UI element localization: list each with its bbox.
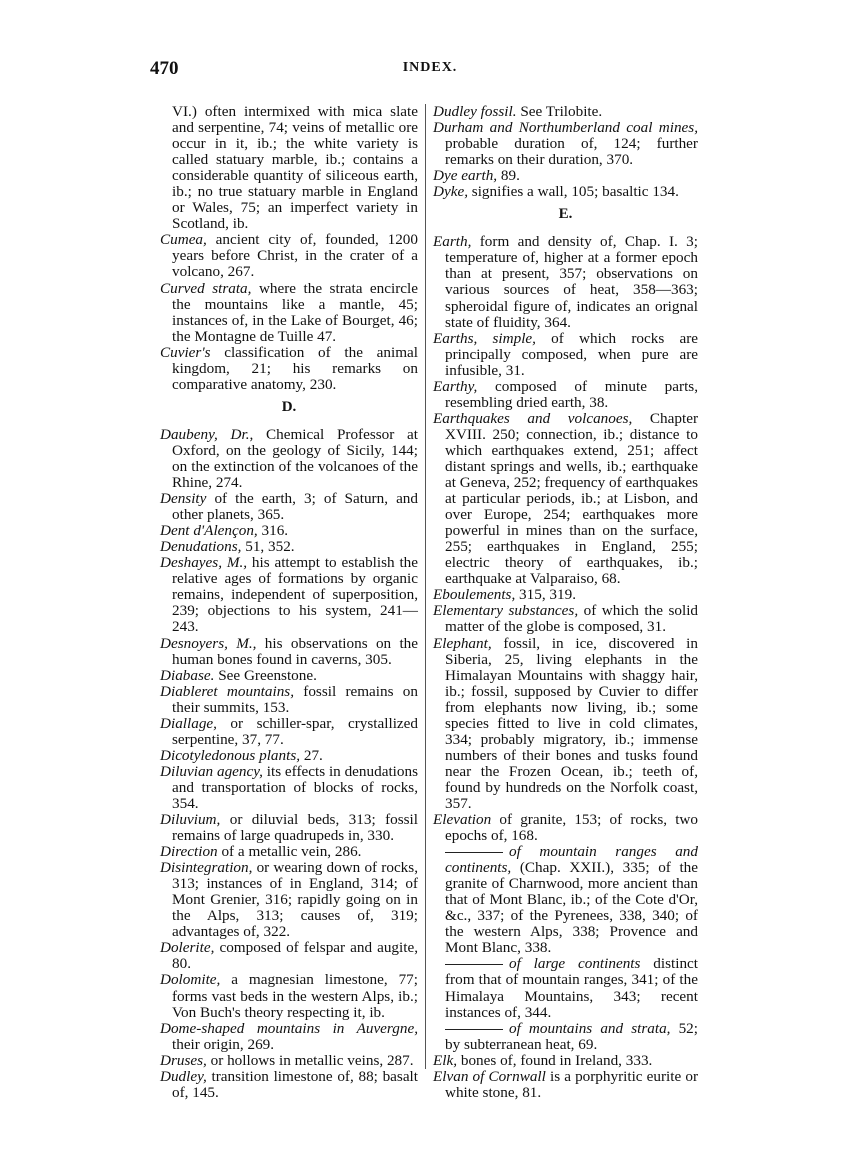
index-term: Deshayes, M., xyxy=(160,554,248,572)
index-text: 51, 352. xyxy=(241,538,295,556)
index-text: (Chap. XXII.), 335; of the granite of Charnwood, more ancient than that of Mont Blanc, ib.; of the Cote d'Or, &c., 337; of the Pyrenees, 338, 340; of the western Alps, 338; Provence and Mont Blanc, 338. xyxy=(445,859,698,957)
index-text: or schiller-spar, crystallized serpentine, 37, 77. xyxy=(172,714,418,748)
index-text: their origin, 269. xyxy=(172,1035,275,1053)
continued-entry: VI.) often intermixed with mica slate and serpentine, 74; veins of metallic ore occur in it, ib.; the white variety is called statuary marble, ib.; contains a considerable quantity of siliceous earth, ib.; no true statuary marble in England or Wales, 75; an imperfect variety in Scotland, ib. xyxy=(172,103,418,233)
index-entry xyxy=(160,668,418,684)
index-entry xyxy=(160,940,418,972)
index-entry xyxy=(160,748,418,764)
index-entry xyxy=(160,1021,418,1053)
running-head: INDEX. xyxy=(402,60,458,75)
index-entry xyxy=(433,603,698,635)
index-term: Dicotyledonous plants, xyxy=(160,746,301,764)
index-text: his observations on the human bones found in caverns, 305. xyxy=(172,634,419,668)
index-term: Diluvium, xyxy=(160,811,221,829)
index-term: Direction xyxy=(160,843,218,861)
index-text: or hollows in metallic veins, 287. xyxy=(206,1051,414,1069)
index-term: Elephant, xyxy=(433,634,492,652)
index-entry xyxy=(160,281,418,345)
index-term: Druses, xyxy=(160,1051,207,1069)
repeat-dash xyxy=(445,964,503,965)
right-column xyxy=(433,104,698,1101)
index-text: See Trilobite. xyxy=(516,103,603,120)
index-text: distinct from that of mountain ranges, 341; of the Himalaya Mountains, 343; recent instances of, 344. xyxy=(445,955,699,1021)
index-term: Dudley fossil. xyxy=(433,103,517,120)
index-entry xyxy=(160,684,418,716)
index-term: Dudley, xyxy=(160,1067,207,1085)
index-term: Diabase. xyxy=(160,666,215,684)
index-entry xyxy=(160,716,418,748)
index-text: its effects in denudations and transportation of blocks of rocks, 354. xyxy=(172,762,418,812)
index-text: of which rocks are principally composed, when pure are infusible, 31. xyxy=(445,329,698,379)
index-text: Chemical Professor at Oxford, on the geology of Sicily, 144; on the extinction of the volcanoes of the Rhine, 274. xyxy=(172,425,418,492)
index-entry xyxy=(433,587,698,603)
column-divider xyxy=(425,104,426,1069)
index-entry xyxy=(160,1053,418,1069)
index-term: of mountain ranges and continents, xyxy=(445,843,698,877)
index-text: bones of, found in Ireland, 333. xyxy=(457,1051,653,1069)
index-text: of granite, 153; of rocks, two epochs of, 168. xyxy=(445,811,698,845)
index-entry xyxy=(160,345,418,393)
index-term: Desnoyers, M., xyxy=(160,634,257,652)
index-text: signifies a wall, 105; basaltic 134. xyxy=(468,183,679,201)
entries-e-tail xyxy=(433,1053,698,1101)
index-term: Elk, xyxy=(433,1051,458,1069)
index-term: Diallage, xyxy=(160,714,217,732)
index-text: transition limestone of, 88; basalt of, 145. xyxy=(172,1067,418,1101)
index-entry xyxy=(160,764,418,812)
section-heading-d: D. xyxy=(281,398,297,415)
index-term: Disintegration, xyxy=(160,859,253,877)
elevation-sub-entries xyxy=(433,844,698,1053)
index-term: Dyke, xyxy=(433,183,468,201)
entries-d xyxy=(160,427,418,1101)
index-sub-entry xyxy=(433,844,698,956)
index-term: Daubeny, Dr., xyxy=(160,425,254,443)
index-entry xyxy=(433,104,698,120)
index-term: Elementary substances, xyxy=(433,602,579,620)
page-number: 470 xyxy=(150,58,179,79)
index-term: Earth, xyxy=(433,233,472,251)
index-text: See Greenstone. xyxy=(214,666,317,684)
index-entry xyxy=(160,523,418,539)
index-entry xyxy=(160,844,418,860)
index-term: Dome-shaped mountains in Auvergne, xyxy=(160,1019,418,1037)
index-term: Cuvier's xyxy=(160,343,211,361)
index-text: 52; by subterranean heat, 69. xyxy=(445,1019,698,1053)
index-text: fossil, in ice, discovered in Siberia, 25, living elephants in the Himalayan Mountains with shaggy hair, ib.; fossil, supposed by Cuvier to differ from elephants now living, ib.; some species fitted to live in cold climates, 334; probably migratory, ib.; immense numbers of their bones and tusks found near the Frozen Ocean, ib.; teeth of, found by hundreds on the Norfolk coast, 357. xyxy=(445,634,698,812)
index-text: of which the solid matter of the globe is composed, 31. xyxy=(445,602,699,636)
index-term: Eboulements, xyxy=(433,586,516,604)
index-entry xyxy=(433,1069,698,1101)
index-sub-entry xyxy=(433,956,698,1020)
index-entry xyxy=(433,379,698,411)
index-term: Denudations, xyxy=(160,538,242,556)
index-term: Dolerite, xyxy=(160,939,215,957)
index-entry xyxy=(433,168,698,184)
index-text: composed of felspar and augite, 80. xyxy=(172,939,418,973)
index-sub-entry xyxy=(433,1021,698,1053)
index-text: probable duration of, 124; further remarks on their duration, 370. xyxy=(445,135,698,169)
index-text: where the strata encircle the mountains like a mantle, 45; instances of, in the Lake of Bourget, 46; the Montagne de Tuille 47. xyxy=(172,279,418,345)
section-heading-e: E. xyxy=(558,206,573,223)
index-entry xyxy=(160,539,418,555)
index-text: composed of minute parts, resembling dried earth, 38. xyxy=(445,377,698,411)
page-header xyxy=(150,58,710,84)
index-term: Dolomite, xyxy=(160,971,221,989)
entries-d-cont xyxy=(433,104,698,200)
index-term: Cumea, xyxy=(160,231,207,249)
index-entry xyxy=(433,234,698,330)
index-entry xyxy=(160,812,418,844)
index-term: Durham and Northumberland coal mines, xyxy=(433,119,698,137)
index-term: Elvan of Cornwall xyxy=(433,1067,546,1085)
index-text: a magnesian limestone, 77; forms vast beds in the western Alps, ib.; Von Buch's theory respecting it, ib. xyxy=(172,971,418,1021)
index-text: Chapter XVIII. 250; connection, ib.; distance to which earthquakes extend, 251; affect distant springs and wells, ib.; earthquake at Geneva, 252; frequency of earthquakes at particular periods, ib.; at Lisbon, and over Europe, 254; earthquakes more powerful in mines than on the surface, 255; earthquakes in England, 255; electric theory of earthquakes, ib.; earthquake at Valparaiso, 68. xyxy=(445,409,699,588)
repeat-dash xyxy=(445,852,503,853)
index-text: of the earth, 3; of Saturn, and other planets, 365. xyxy=(172,490,418,524)
index-text: form and density of, Chap. I. 3; temperature of, higher at a former epoch than at present, 357; observations on various sources of heat, 358—363; spheroidal figure of, indicates an orignal state of fluidity, 364. xyxy=(445,233,698,331)
index-text: fossil remains on their summits, 153. xyxy=(172,682,418,716)
index-text: ancient city of, founded, 1200 years before Christ, in the crater of a volcano, 267. xyxy=(172,231,418,281)
index-text: classification of the animal kingdom, 21; his remarks on comparative anatomy, 230. xyxy=(172,343,418,393)
index-term: of large continents xyxy=(509,955,641,973)
index-entry xyxy=(433,411,698,588)
index-entry xyxy=(433,636,698,813)
index-entry xyxy=(160,232,418,280)
index-entry xyxy=(160,972,418,1020)
index-text: is a porphyritic eurite or white stone, 81. xyxy=(445,1067,698,1101)
index-text: or wearing down of rocks, 313; instances of in England, 314; of Mont Grenier, 316; rapidly going on in the Alps, 313; causes of, 319; advantages of, 322. xyxy=(172,859,418,941)
index-term: Diluvian agency, xyxy=(160,762,263,780)
index-term: Curved strata, xyxy=(160,279,252,297)
index-entry xyxy=(160,636,418,668)
index-term: Earths, simple, xyxy=(433,329,536,347)
index-entry xyxy=(160,555,418,635)
index-entry xyxy=(160,1069,418,1101)
index-entry xyxy=(433,184,698,200)
index-term: Diableret mountains, xyxy=(160,682,294,700)
index-text: his attempt to establish the relative ages of formations by organic remains, independent of superposition, 239; objections to his system, 241—243. xyxy=(172,554,418,636)
index-entry xyxy=(433,331,698,379)
index-entry xyxy=(433,812,698,844)
index-text: of a metallic vein, 286. xyxy=(217,843,362,861)
index-text: or diluvial beds, 313; fossil remains of large quadrupeds in, 330. xyxy=(172,811,418,845)
index-entry xyxy=(160,860,418,940)
index-term: Elevation xyxy=(433,811,492,829)
index-term: Earthy, xyxy=(433,377,478,395)
entries-c xyxy=(160,232,418,392)
index-text: 315, 319. xyxy=(515,586,576,604)
entries-e xyxy=(433,234,698,844)
index-entry xyxy=(160,491,418,523)
index-term: Dent d'Alençon, xyxy=(160,522,258,540)
index-entry xyxy=(160,427,418,491)
index-term: Earthquakes and volcanoes, xyxy=(433,409,633,427)
left-column xyxy=(160,104,418,1101)
index-entry xyxy=(433,120,698,168)
index-text: 316. xyxy=(257,522,289,540)
index-term: of mountains and strata, xyxy=(509,1019,671,1037)
index-text: 89. xyxy=(497,167,520,185)
index-term: Dye earth, xyxy=(433,167,498,185)
index-term: Density xyxy=(160,490,207,508)
repeat-dash xyxy=(445,1029,503,1030)
index-text: 27. xyxy=(300,746,323,764)
index-entry xyxy=(433,1053,698,1069)
